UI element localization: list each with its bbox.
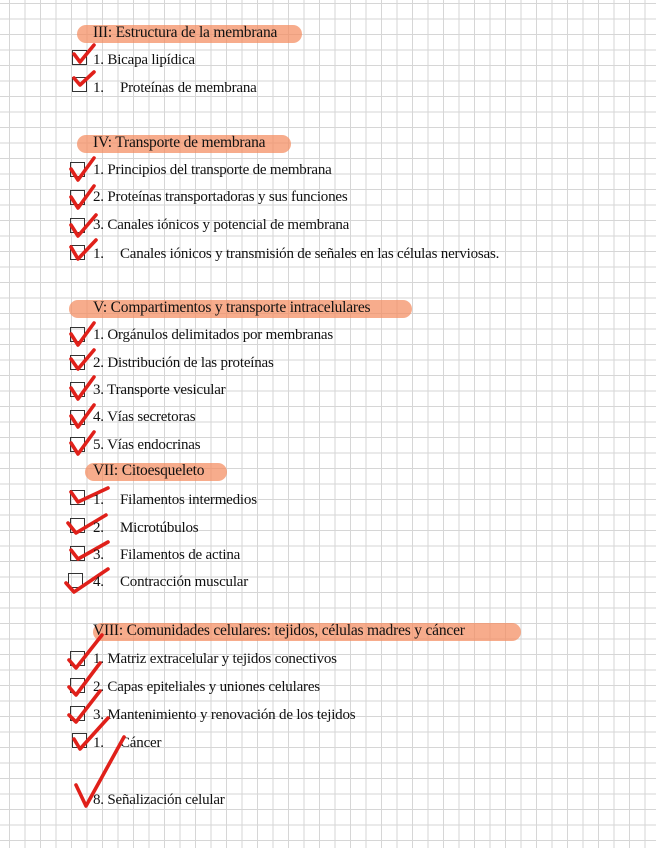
checkmark-icon [66, 511, 116, 541]
list-item: Microtúbulos [120, 520, 199, 536]
list-item-number: 1. [93, 735, 104, 751]
list-item: 4. Vías secretoras [93, 409, 196, 425]
list-item: 2. Distribución de las proteínas [93, 355, 274, 371]
list-item: 5. Vías endocrinas [93, 437, 201, 453]
list-item: 3. Mantenimiento y renovación de los tejidos [93, 707, 356, 723]
list-item: 8. Señalización celular [93, 792, 225, 808]
checkmark-icon [70, 68, 110, 98]
list-item-number: 1. [93, 80, 104, 96]
list-item: 1. Matriz extracelular y tejidos conectivos [93, 651, 337, 667]
section-heading-iii: III: Estructura de la membrana [93, 24, 278, 41]
list-item: 3. Transporte vesicular [93, 382, 226, 398]
section-heading-vii: VII: Citoesqueleto [93, 462, 205, 479]
section-heading-v: V: Compartimentos y transporte intracelulares [93, 299, 371, 316]
list-item: Contracción muscular [120, 574, 249, 590]
list-item: 2. Proteínas transportadoras y sus funciones [93, 189, 348, 205]
list-item: 1. Orgánulos delimitados por membranas [93, 327, 333, 343]
list-item-number: 1. [93, 492, 104, 508]
list-item-number: 4. [93, 574, 104, 590]
section-heading-iv: IV: Transporte de membrana [93, 134, 266, 151]
list-item: Filamentos de actina [120, 547, 241, 563]
list-item: 3. Canales iónicos y potencial de membrana [93, 217, 350, 233]
list-item-number: 3. [93, 547, 104, 563]
checkmark-icon [64, 565, 116, 599]
list-item: Cáncer [120, 735, 162, 751]
list-item-number: 1. [93, 246, 104, 262]
list-item: 1. Bicapa lipídica [93, 52, 195, 68]
list-item: Filamentos intermedios [120, 492, 257, 508]
section-heading-viii: VIII: Comunidades celulares: tejidos, células madres y cáncer [93, 622, 465, 639]
list-item: Proteínas de membrana [120, 80, 257, 96]
list-item-number: 2. [93, 520, 104, 536]
list-item: 1. Principios del transporte de membrana [93, 162, 332, 178]
list-item: Canales iónicos y transmisión de señales en las células nerviosas. [120, 246, 500, 262]
list-item: 2. Capas epiteliales y uniones celulares [93, 679, 320, 695]
